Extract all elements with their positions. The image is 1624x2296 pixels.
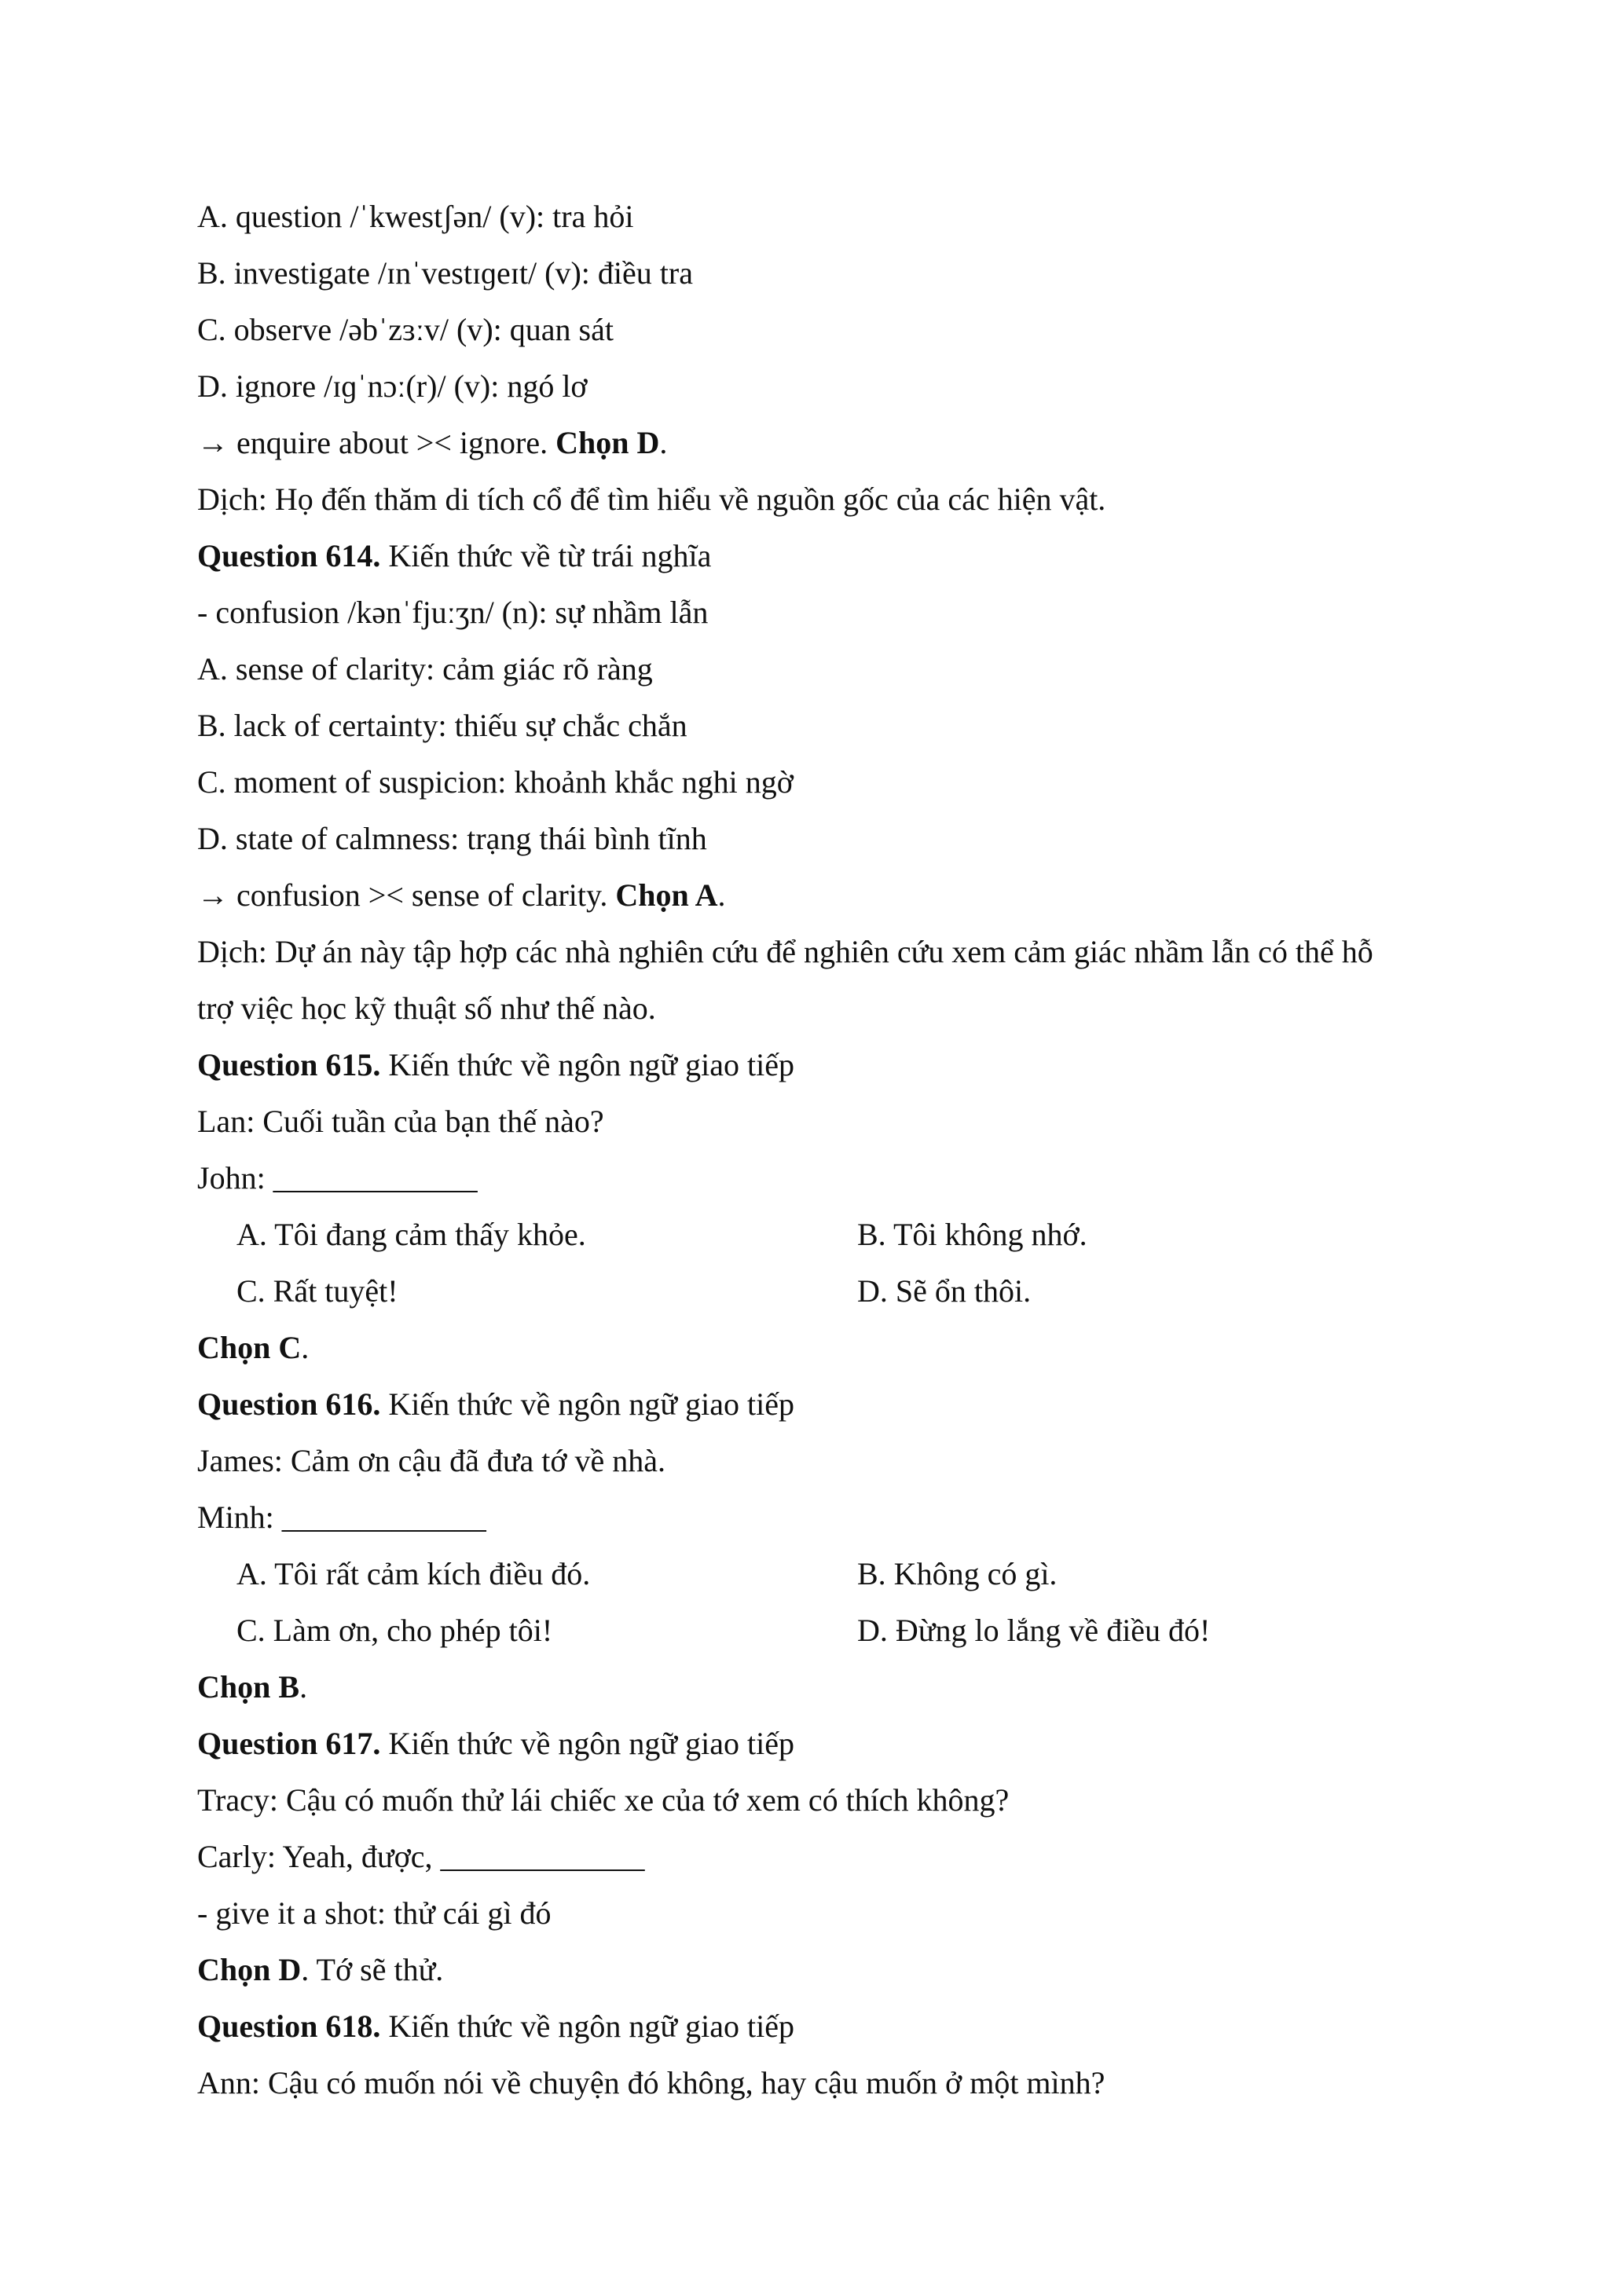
q613-option-d: D. ignore /ɪɡˈnɔː(r)/ (v): ngó lơ [197,368,588,404]
q616-heading: Question 616. [197,1386,381,1422]
q617-dialogue-carly: Carly: Yeah, được, _____________ [197,1839,645,1874]
q614-answer-choice: Chọn A [615,877,718,913]
q615-answer [197,1324,1470,1381]
q616-option-c: C. Làm ơn, cho phép tôi! [236,1613,553,1648]
q614-heading: Question 614. [197,538,381,573]
q615-topic: Kiến thức về ngôn ngữ giao tiếp [380,1047,794,1082]
q616-dialogue-james: James: Cảm ơn cậu đã đưa tớ về nhà. [197,1443,666,1478]
q615-option-d: D. Sẽ ổn thôi. [857,1273,1032,1309]
q618-heading: Question 618. [197,2009,381,2044]
q614-option-d: D. state of calmness: trạng thái bình tĩnh [197,821,707,856]
q614-keyword: - confusion /kənˈfjuːʒn/ (n): sự nhầm lẫn [197,595,709,630]
q613-answer-end: . [659,425,668,460]
q618-dialogue-ann: Ann: Cậu có muốn nói về chuyện đó không, hay cậu muốn ở một mình? [197,2065,1105,2100]
q615-option-b: B. Tôi không nhớ. [857,1217,1087,1252]
q616-option-a: A. Tôi rất cảm kích điều đó. [236,1556,591,1591]
q617-dialogue-tracy: Tracy: Cậu có muốn thử lái chiếc xe của tớ xem có thích không? [197,1782,1010,1818]
q615-options-row-2 [197,1268,1470,1324]
q617-answer-choice: Chọn D [197,1952,302,1987]
q617-answer-end: . Tớ sẽ thử. [301,1952,444,1987]
q613-answer [197,419,1470,476]
q615-answer-choice: Chọn C [197,1330,302,1365]
q615-option-c: C. Rất tuyệt! [236,1273,398,1309]
q617-heading-line [197,1720,1470,1777]
q617-keyword: - give it a shot: thử cái gì đó [197,1895,552,1931]
q613-option-c: C. observe /əbˈzɜːv/ (v): quan sát [197,312,614,347]
q614-topic: Kiến thức về từ trái nghĩa [380,538,712,573]
q618-heading-line [197,2003,1470,2060]
q615-dialogue-john: John: _____________ [197,1160,478,1196]
q617-topic: Kiến thức về ngôn ngữ giao tiếp [380,1726,794,1761]
q615-options-row-1 [197,1211,1470,1268]
q614-option-b: B. lack of certainty: thiếu sự chắc chắn [197,708,687,743]
q615-option-a: A. Tôi đang cảm thấy khỏe. [236,1217,586,1252]
q616-option-b: B. Không có gì. [857,1556,1058,1591]
q615-heading: Question 615. [197,1047,381,1082]
q613-option-a: A. question /ˈkwestʃən/ (v): tra hỏi [197,199,634,234]
q616-answer-choice: Chọn B [197,1669,300,1705]
q613-answer-choice: Chọn D [555,425,660,460]
q616-dialogue-minh: Minh: _____________ [197,1500,486,1535]
q614-answer-text: → confusion >< sense of clarity. [197,877,616,913]
q616-options-row-1 [197,1551,1470,1607]
q616-answer [197,1664,1470,1720]
q617-heading: Question 617. [197,1726,381,1761]
q614-answer [197,872,1470,928]
q616-options-row-2 [197,1607,1470,1664]
q613-option-b: B. investigate /ɪnˈvestɪɡeɪt/ (v): điều tra [197,255,693,291]
q614-answer-end: . [717,877,726,913]
q614-option-c: C. moment of suspicion: khoảnh khắc nghi ngờ [197,764,794,800]
q616-answer-end: . [299,1669,308,1705]
q613-translation: Dịch: Họ đến thăm di tích cổ để tìm hiểu về nguồn gốc của các hiện vật. [197,482,1106,517]
q614-option-a: A. sense of clarity: cảm giác rõ ràng [197,651,653,687]
page-content [197,193,1470,2116]
q615-dialogue-lan: Lan: Cuối tuần của bạn thế nào? [197,1104,604,1139]
q614-translation-line-2: trợ việc học kỹ thuật số như thế nào. [197,991,656,1026]
q615-answer-end: . [301,1330,310,1365]
q616-heading-line [197,1381,1470,1437]
q615-heading-line [197,1042,1470,1098]
q614-translation-line-1: Dịch: Dự án này tập hợp các nhà nghiên cứu để nghiên cứu xem cảm giác nhầm lẫn có thể hỗ [197,934,1373,969]
q614-heading-line [197,533,1470,589]
q616-option-d: D. Đừng lo lắng về điều đó! [857,1613,1211,1648]
q618-topic: Kiến thức về ngôn ngữ giao tiếp [380,2009,794,2044]
q616-topic: Kiến thức về ngôn ngữ giao tiếp [380,1386,794,1422]
q617-answer [197,1946,1470,2003]
q613-answer-text: → enquire about >< ignore. [197,425,556,460]
